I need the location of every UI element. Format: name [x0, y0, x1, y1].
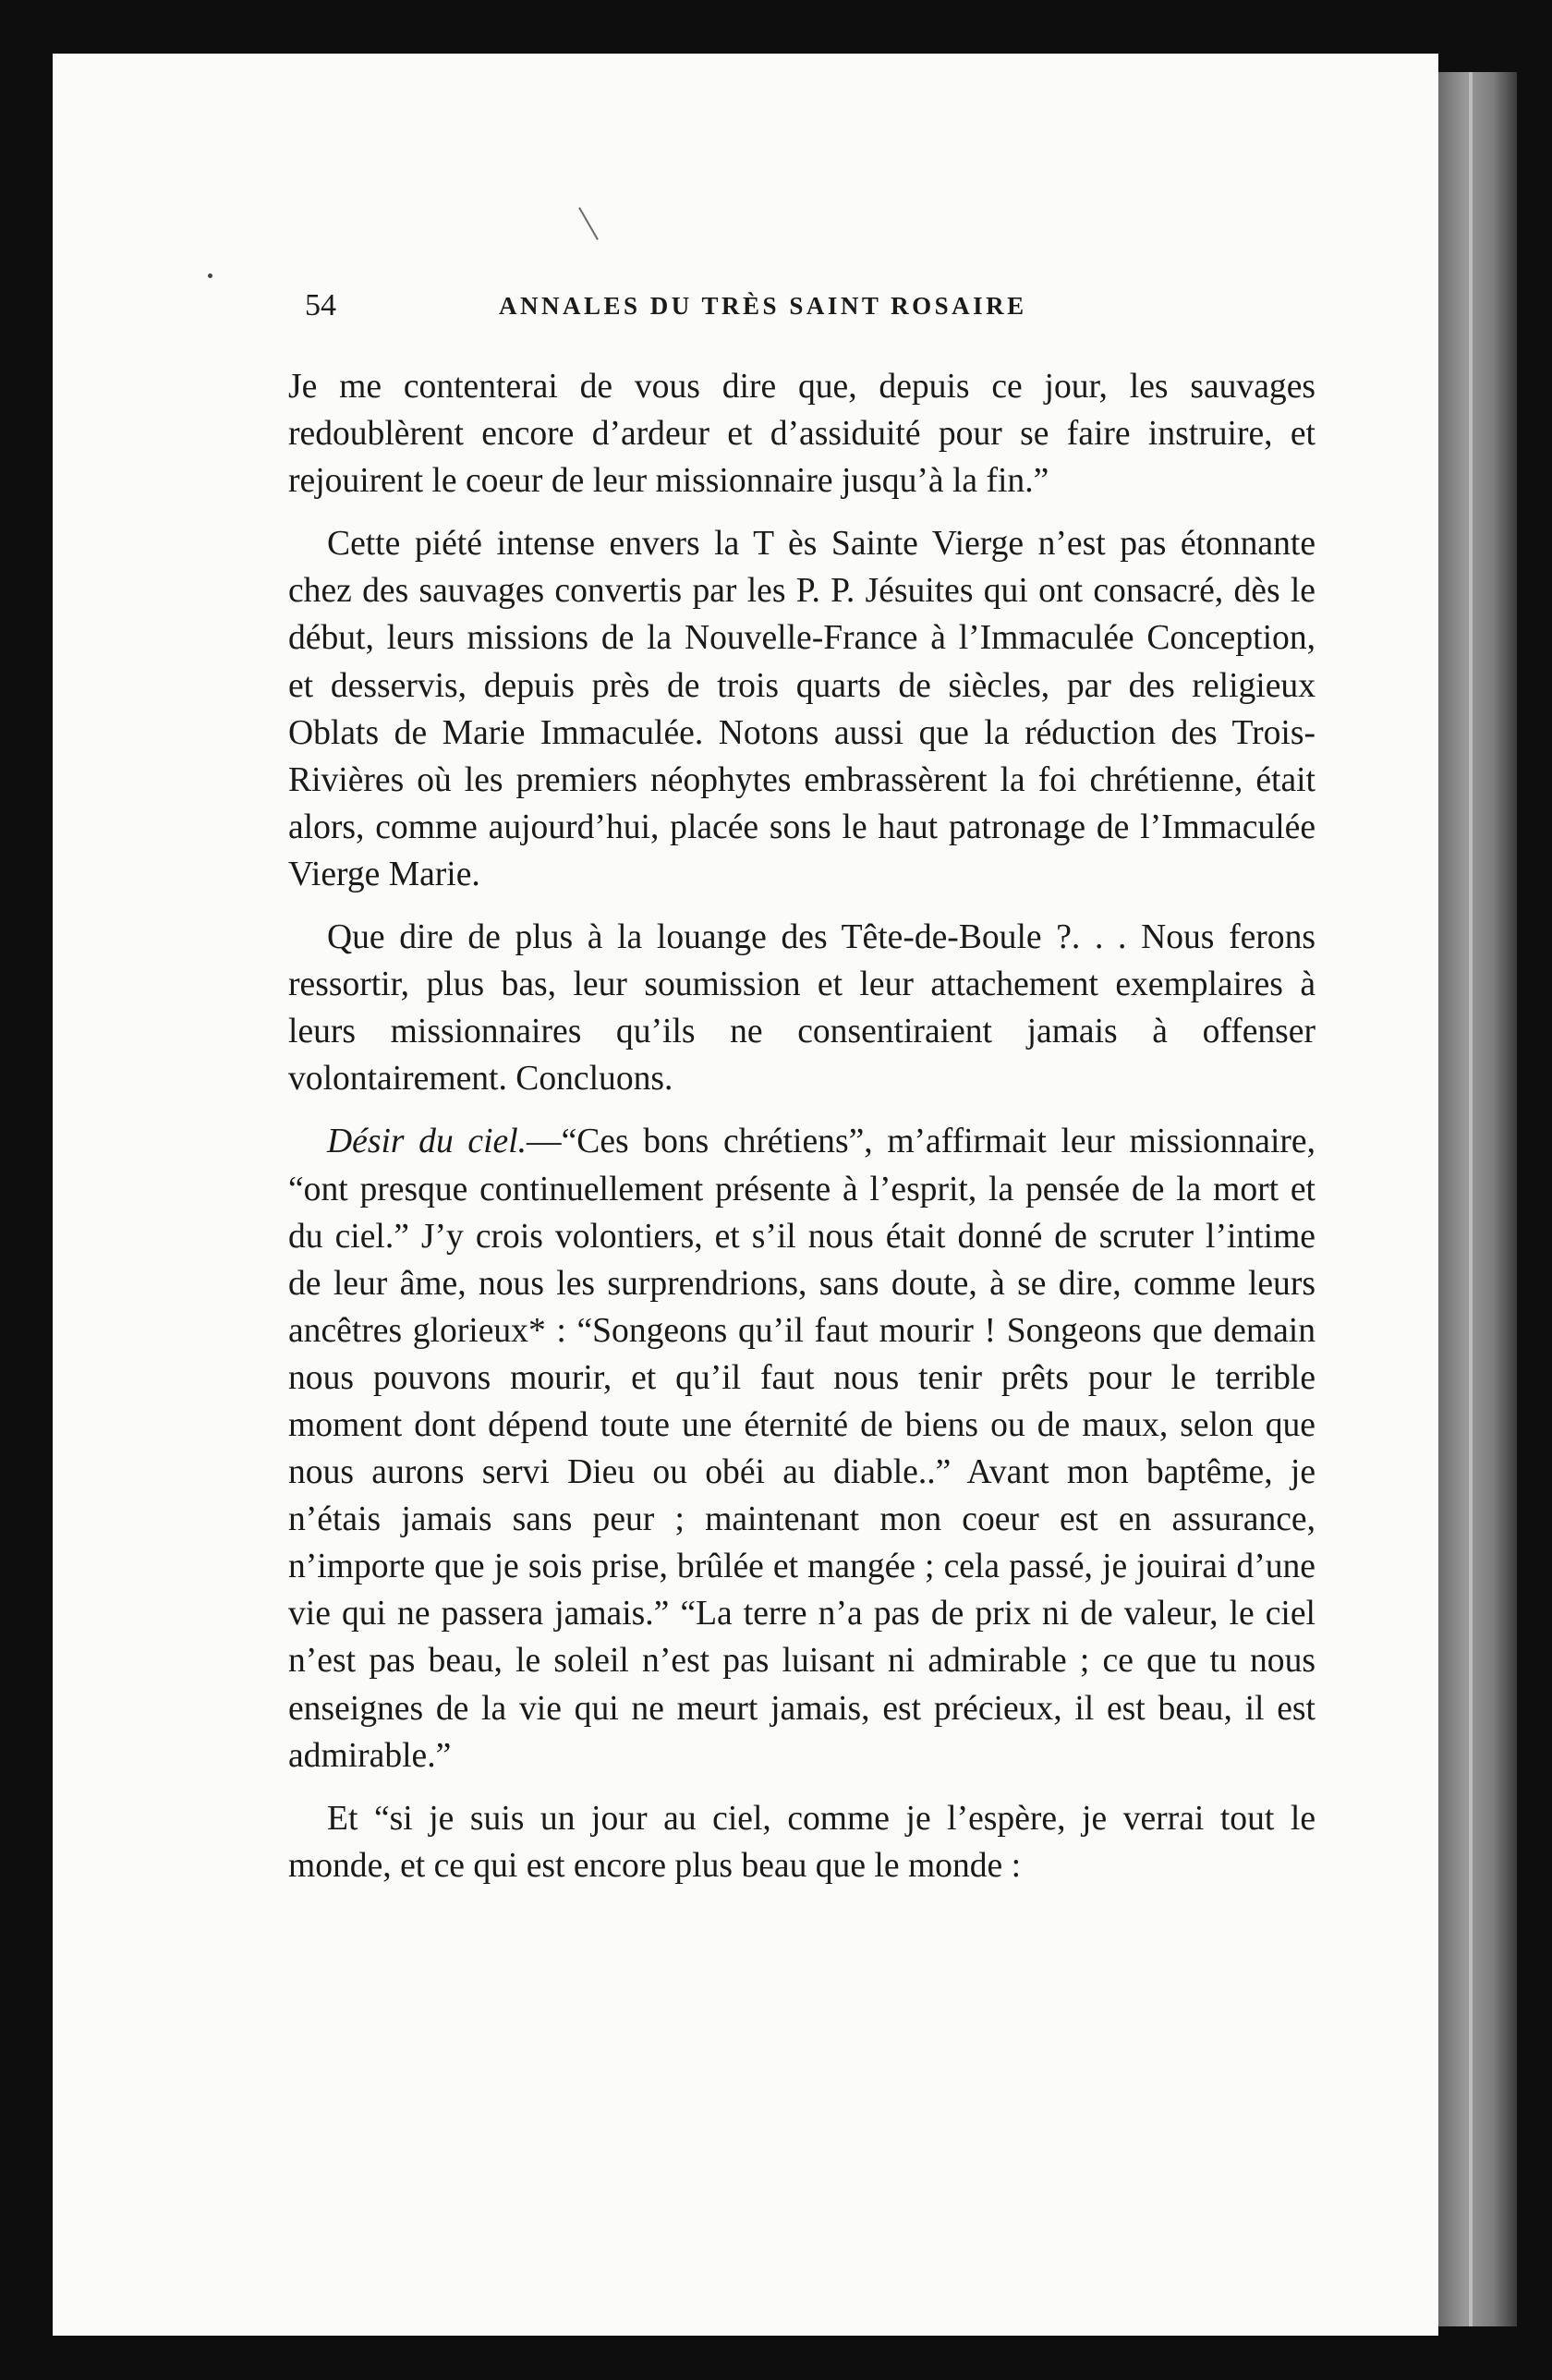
paragraph: Et “si je suis un jour au ciel, comme je l’espère, je verrai tout le monde, et ce qui est encore plus beau que le monde :: [288, 1799, 1316, 1885]
page-number: 54: [305, 288, 336, 322]
paragraph-text: —“Ces bons chrétiens”, m’affirmait leur missionnaire, “ont presque continuellement présente à l’esprit, la pensée de la mort et du ciel.” J’y crois volontiers, et s’il nous était donné de scruter l’intime de leur âme, nous les surprendrions, sans doute, à se dire, comme leurs ancêtres glorieux* : “Songeons qu’il faut mourir ! Songeons que demain nous pouvons mourir, et qu’il faut nous tenir prêts pour le terrible moment dont dépend toute une éternité de biens ou de maux, selon que nous aurons servi Dieu ou obéi au diable..” Avant mon baptême, je n’étais jamais sans peur ; maintenant mon coeur est en assurance, n’importe que je sois prise, brûlée et mangée ; cela passé, je jouirai d’une vie qui ne passera jamais.” “La terre n’a pas de prix ni de valeur, le ciel n’est pas beau, le soleil n’est pas luisant ni admirable ; ce que tu nous enseignes de la vie qui ne meurt jamais, est précieux, il est beau, il est admirable.”: [288, 1123, 1316, 1775]
paragraph: Je me contenterai de vous dire que, depuis ce jour, les sauvages redoublèrent encore d’ardeur et d’assiduité pour se faire instruire, et rejouirent le coeur de leur missionnaire jusqu’à la fin.”: [288, 368, 1316, 501]
paragraph: Cette piété intense envers la T ès Sainte Vierge n’est pas étonnante chez des sauvages convertis par les P. P. Jésuites qui ont consacré, dès le début, leurs missions de la Nouvelle-France à l’Immaculée Conception, et desservis, depuis près de trois quarts de siècles, par des religieux Oblats de Marie Immaculée. Notons aussi que la réduction des Trois-Rivières où les premiers néophytes embrassèrent la foi chrétienne, était alors, comme aujourd’hui, placée sons le haut patronage de l’Immaculée Vierge Marie.: [288, 525, 1316, 893]
paragraph: [288, 1118, 1316, 1779]
body-text: [288, 363, 1316, 1889]
book-spine-shadow: [1438, 72, 1517, 2326]
page-edge: [1469, 72, 1473, 2326]
section-lead: Désir du ciel.: [327, 1123, 527, 1161]
page-header: [305, 288, 1312, 334]
scan-speck: [208, 273, 212, 278]
paragraph: Que dire de plus à la louange des Tête-de-Boule ?. . . Nous ferons ressortir, plus bas, leur soumission et leur attachement exemplaires à leurs missionnaires qu’ils ne consentiraient jamais à offenser volontairement. Concluons.: [288, 918, 1316, 1099]
running-title: ANNALES DU TRÈS SAINT ROSAIRE: [499, 292, 1027, 320]
